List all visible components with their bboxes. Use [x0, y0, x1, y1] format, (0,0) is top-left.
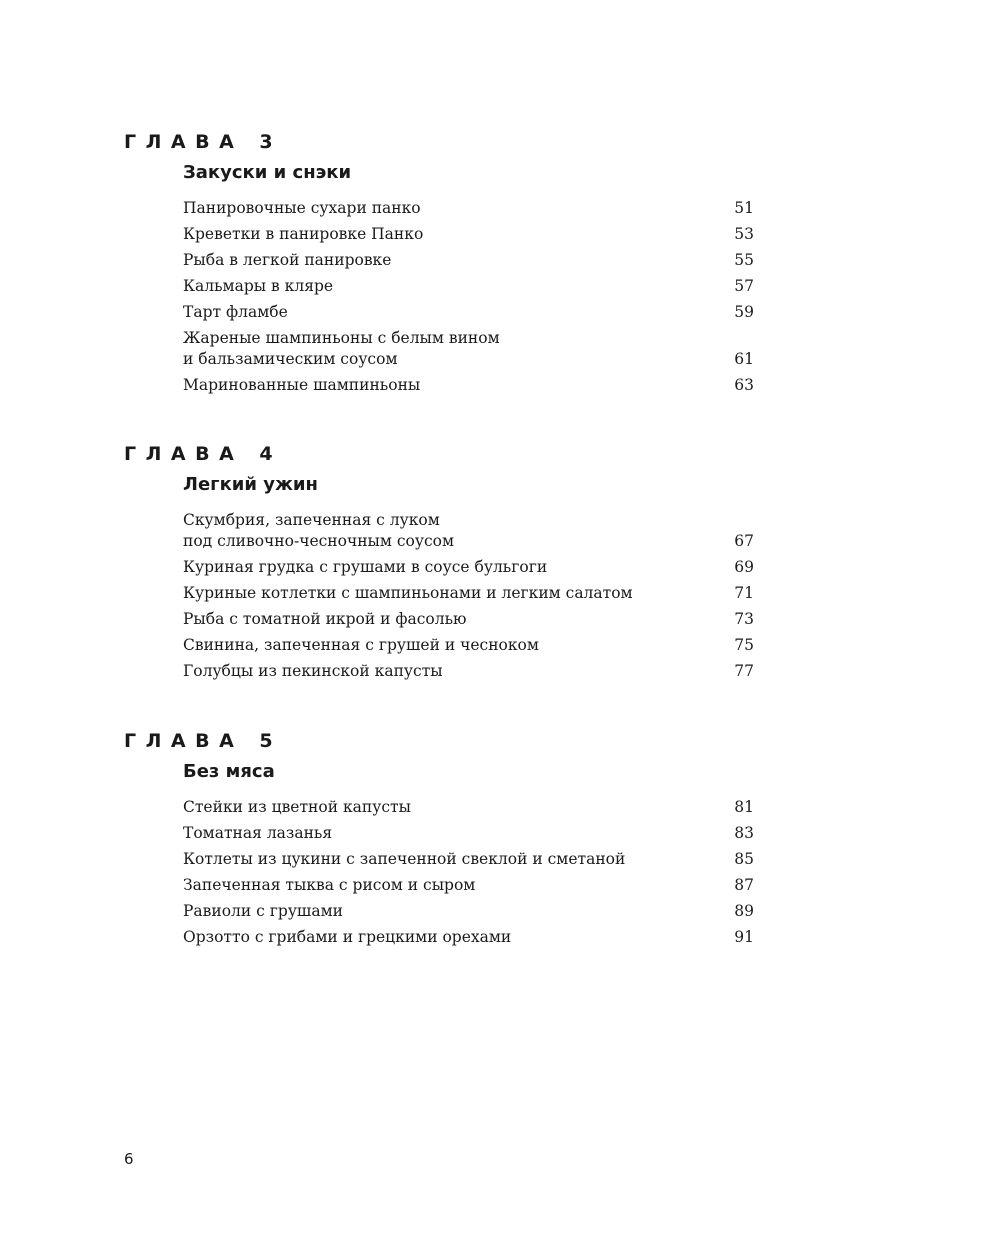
toc-entry-title: Стейки из цветной капусты	[183, 798, 411, 816]
chapter-title: Легкий ужин	[183, 474, 318, 495]
toc-entry	[183, 661, 754, 682]
chapter-label: ГЛАВА 4	[124, 443, 283, 465]
toc-entry-list	[183, 510, 754, 687]
toc-entry-title: Запеченная тыква с рисом и сыром	[183, 876, 476, 894]
toc-entry-page-number: 83	[734, 824, 754, 842]
toc-entry-page-number: 55	[734, 251, 754, 269]
toc-entry	[183, 510, 754, 552]
toc-entry	[183, 635, 754, 656]
toc-entry-page-number: 91	[734, 928, 754, 946]
toc-entry-page-number: 67	[734, 532, 754, 550]
toc-entry-title: Свинина, запеченная с грушей и чесноком	[183, 636, 539, 654]
toc-entry-title: Куриные котлетки с шампиньонами и легким салатом	[183, 584, 633, 602]
toc-entry-list	[183, 198, 754, 401]
toc-entry	[183, 583, 754, 604]
toc-entry-page-number: 57	[734, 277, 754, 295]
toc-entry	[183, 927, 754, 948]
toc-entry-title: Панировочные сухари панко	[183, 199, 421, 217]
toc-entry-page-number: 71	[734, 584, 754, 602]
toc-entry-page-number: 85	[734, 850, 754, 868]
chapter-title: Без мяса	[183, 761, 275, 782]
toc-entry-title: Скумбрия, запеченная с луком под сливочно-чесночным соусом	[183, 511, 455, 550]
toc-entry-title: Рыба с томатной икрой и фасолью	[183, 610, 467, 628]
toc-entry-title: Голубцы из пекинской капусты	[183, 662, 443, 680]
toc-entry-title: Равиоли с грушами	[183, 902, 343, 920]
toc-entry	[183, 328, 754, 370]
page-number: 6	[124, 1150, 134, 1168]
toc-entry-page-number: 61	[734, 350, 754, 368]
toc-entry	[183, 875, 754, 896]
toc-entry-page-number: 77	[734, 662, 754, 680]
toc-entry	[183, 198, 754, 219]
toc-entry-page-number: 53	[734, 225, 754, 243]
toc-entry	[183, 224, 754, 245]
toc-entry	[183, 302, 754, 323]
toc-entry-title: Томатная лазанья	[183, 824, 333, 842]
toc-entry	[183, 250, 754, 271]
toc-entry	[183, 276, 754, 297]
toc-entry-list	[183, 797, 754, 953]
toc-entry-page-number: 87	[734, 876, 754, 894]
toc-entry-page-number: 73	[734, 610, 754, 628]
toc-entry-title: Орзотто с грибами и грецкими орехами	[183, 928, 512, 946]
chapter-label: ГЛАВА 5	[124, 730, 283, 752]
toc-entry-page-number: 63	[734, 376, 754, 394]
toc-entry-page-number: 59	[734, 303, 754, 321]
toc-entry-title: Куриная грудка с грушами в соусе бульгоги	[183, 558, 548, 576]
toc-entry-page-number: 51	[734, 199, 754, 217]
toc-entry-title: Котлеты из цукини с запеченной свеклой и сметаной	[183, 850, 626, 868]
toc-entry-page-number: 75	[734, 636, 754, 654]
chapter-label: ГЛАВА 3	[124, 131, 283, 153]
toc-entry	[183, 557, 754, 578]
toc-entry-title: Кальмары в кляре	[183, 277, 334, 295]
toc-entry-title: Маринованные шампиньоны	[183, 376, 421, 394]
toc-entry	[183, 375, 754, 396]
toc-entry	[183, 609, 754, 630]
toc-entry	[183, 823, 754, 844]
toc-entry	[183, 797, 754, 818]
toc-entry-page-number: 81	[734, 798, 754, 816]
toc-entry-page-number: 89	[734, 902, 754, 920]
toc-entry-title: Рыба в легкой панировке	[183, 251, 392, 269]
toc-entry	[183, 849, 754, 870]
toc-entry-title: Креветки в панировке Панко	[183, 225, 424, 243]
chapter-title: Закуски и снэки	[183, 162, 352, 183]
toc-entry-title: Жареные шампиньоны с белым вином и бальзамическим соусом	[183, 329, 500, 368]
toc-entry	[183, 901, 754, 922]
toc-entry-page-number: 69	[734, 558, 754, 576]
toc-entry-title: Тарт фламбе	[183, 303, 288, 321]
